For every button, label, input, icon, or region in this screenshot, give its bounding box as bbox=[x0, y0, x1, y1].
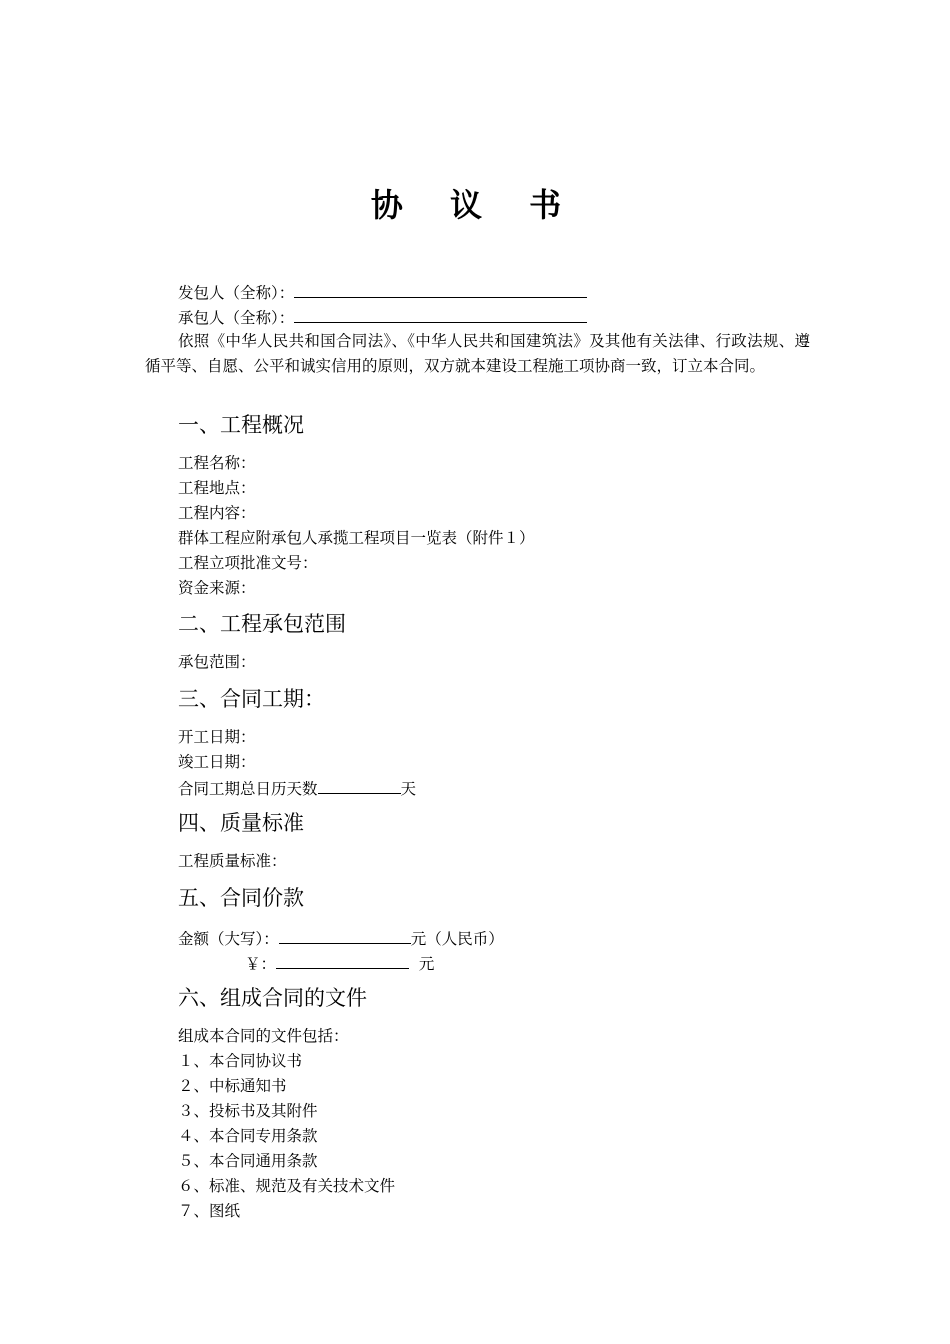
section-5-heading: 五、合同价款 bbox=[178, 886, 304, 910]
document-title: 协 议 书 bbox=[370, 186, 580, 224]
contractor-blank[interactable] bbox=[294, 304, 587, 323]
section-3-heading: 三、合同工期： bbox=[178, 687, 325, 711]
document-item: １、本合同协议书 bbox=[178, 1052, 303, 1070]
amount-words-label: 金额（大写）： bbox=[178, 930, 279, 948]
amount-figure-label: ￥： bbox=[245, 955, 277, 973]
employer-label: 发包人（全称）： bbox=[178, 284, 295, 302]
section-1-heading: 一、工程概况 bbox=[178, 413, 304, 437]
completion-date-line: 竣工日期： bbox=[178, 753, 256, 771]
start-date-line: 开工日期： bbox=[178, 728, 256, 746]
section-4-heading: 四、质量标准 bbox=[178, 811, 304, 835]
document-item: ６、标准、规范及有关技术文件 bbox=[178, 1177, 396, 1195]
amount-figure-unit: 元 bbox=[418, 955, 435, 973]
quality-standard-line: 工程质量标准： bbox=[178, 852, 287, 870]
document-item: ４、本合同专用条款 bbox=[178, 1127, 318, 1145]
section-2-heading: 二、工程承包范围 bbox=[178, 612, 346, 636]
preamble-paragraph: 依照《中华人民共和国合同法》、《中华人民共和国建筑法》及其他有关法律、行政法规、遵循平等、自愿、公平和诚实信用的原则，双方就本建设工程施工项协商一致，订立本合同。 bbox=[145, 332, 810, 375]
amount-figure-line bbox=[245, 950, 434, 977]
total-days-label: 合同工期总日历天数 bbox=[178, 780, 318, 798]
documents-intro-line: 组成本合同的文件包括： bbox=[178, 1027, 349, 1045]
contractor-line bbox=[178, 304, 587, 331]
amount-figure-blank[interactable] bbox=[276, 950, 409, 969]
approval-number-line: 工程立项批准文号： bbox=[178, 554, 318, 572]
project-location-line: 工程地点： bbox=[178, 479, 256, 497]
funding-source-line: 资金来源： bbox=[178, 579, 256, 597]
section-6-heading: 六、组成合同的文件 bbox=[178, 986, 367, 1010]
contractor-label: 承包人（全称）： bbox=[178, 309, 295, 327]
project-content-line: 工程内容： bbox=[178, 504, 256, 522]
total-days-line bbox=[178, 775, 416, 802]
amount-words-unit: 元（人民币） bbox=[410, 930, 504, 948]
total-days-unit: 天 bbox=[400, 780, 417, 798]
document-item: ５、本合同通用条款 bbox=[178, 1152, 318, 1170]
document-item: ２、中标通知书 bbox=[178, 1077, 287, 1095]
amount-words-blank[interactable] bbox=[279, 925, 411, 944]
total-days-blank[interactable] bbox=[318, 775, 401, 794]
scope-line: 承包范围： bbox=[178, 653, 256, 671]
employer-line bbox=[178, 279, 587, 306]
amount-words-line bbox=[178, 925, 504, 952]
document-item: ３、投标书及其附件 bbox=[178, 1102, 318, 1120]
group-project-line: 群体工程应附承包人承揽工程项目一览表（附件１） bbox=[178, 529, 535, 547]
employer-blank[interactable] bbox=[294, 279, 587, 298]
project-name-line: 工程名称： bbox=[178, 454, 256, 472]
document-item: ７、图纸 bbox=[178, 1202, 241, 1220]
